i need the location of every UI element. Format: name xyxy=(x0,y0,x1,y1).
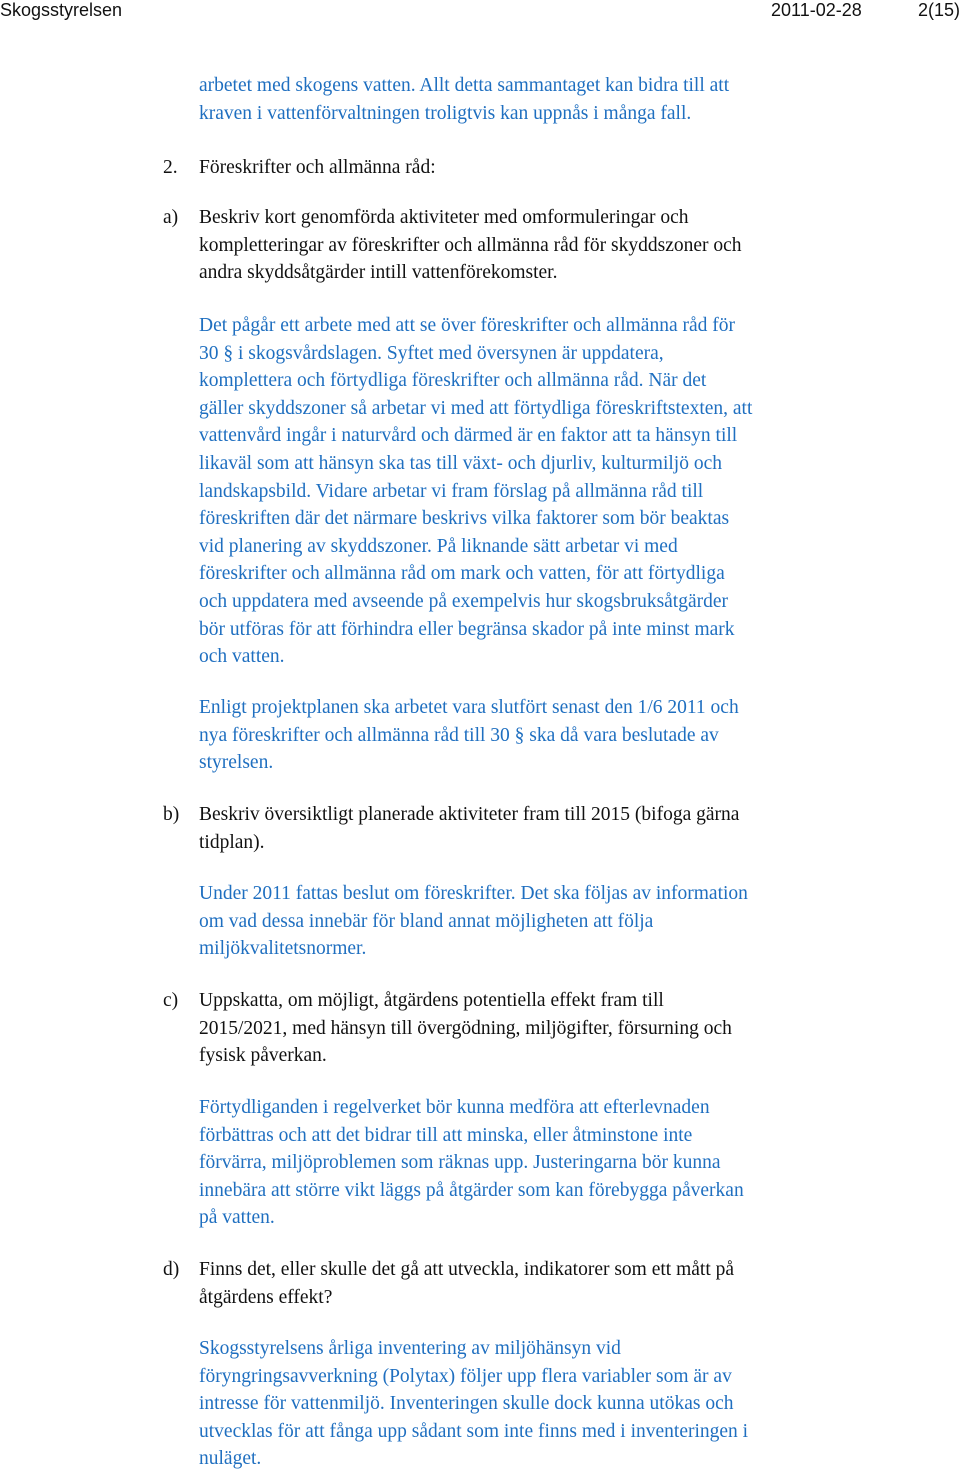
answer-line: bör utföras för att förhindra eller begränsa skador på inte minst mark xyxy=(199,618,735,640)
answer-line: på vatten. xyxy=(199,1207,275,1229)
answer-line: likaväl som att hänsyn ska tas till växt- och djurliv, kulturmiljö och xyxy=(199,453,722,474)
answer-line: Det pågår ett arbete med att se över föreskrifter och allmänna råd för xyxy=(199,315,735,336)
question-line: Beskriv översiktligt planerade aktiviteter fram till 2015 (bifoga gärna xyxy=(199,804,740,825)
header-page-number: 2(15) xyxy=(917,0,960,20)
intro-line: kraven i vattenförvaltningen troligtvis kan uppnås i många fall. xyxy=(199,102,692,124)
question-line: tidplan). xyxy=(199,831,265,853)
question-line: kompletteringar av föreskrifter och allmänna råd för skyddszoner och xyxy=(199,234,742,256)
question-line: Beskriv kort genomförda aktiviteter med omformuleringar och xyxy=(199,207,689,228)
answer-line: landskapsbild. Vidare arbetar vi fram förslag på allmänna råd till xyxy=(199,480,704,502)
answer-line: Skogsstyrelsens årliga inventering av miljöhänsyn vid xyxy=(199,1338,621,1359)
answer-line: gäller skyddszoner så arbetar vi med att förtydliga föreskriftstexten, att xyxy=(199,397,753,419)
question-marker: b) xyxy=(163,804,180,825)
answer-line: Under 2011 fattas beslut om föreskrifter. Det ska följas av information xyxy=(199,883,748,904)
question-line: åtgärdens effekt? xyxy=(199,1286,333,1308)
answer-line: komplettera och förtydliga föreskrifter och allmänna råd. När det xyxy=(199,370,707,392)
header-organization: Skogsstyrelsen xyxy=(0,0,123,20)
question-marker: a) xyxy=(163,207,179,228)
question-marker: d) xyxy=(163,1259,180,1280)
question-line: Finns det, eller skulle det gå att utveckla, indikatorer som ett mått på xyxy=(199,1259,735,1280)
section-number: 2. xyxy=(163,157,178,178)
question-line: andra skyddsåtgärder intill vattenförekomster. xyxy=(199,262,558,284)
answer-line: 30 § i skogsvårdslagen. Syftet med översynen är uppdatera, xyxy=(199,342,664,364)
answer-line: och vatten. xyxy=(199,646,285,668)
answer-line: innebära att större vikt läggs på åtgärder som kan förebygga påverkan xyxy=(199,1179,744,1201)
answer-line: föreskrifter och allmänna råd om mark och vatten, för att förtydliga xyxy=(199,563,725,585)
section-title: Föreskrifter och allmänna råd: xyxy=(199,157,436,178)
answer-line: vattenvård ingår i naturvård och därmed är en faktor att ta hänsyn till xyxy=(199,425,738,447)
answer-line: och uppdatera med avseende på exempelvis hur skogsbruksåtgärder xyxy=(199,591,729,612)
header-date: 2011-02-28 xyxy=(771,0,862,20)
question-line: fysisk påverkan. xyxy=(199,1045,327,1067)
question-line: 2015/2021, med hänsyn till övergödning, miljögifter, försurning och xyxy=(199,1017,732,1039)
answer-line: förvärra, miljöproblemen som räknas upp. Justeringarna bör kunna xyxy=(199,1152,721,1174)
question-line: Uppskatta, om möjligt, åtgärdens potentiella effekt fram till xyxy=(199,990,664,1011)
answer-line: nuläget. xyxy=(199,1448,262,1470)
question-marker: c) xyxy=(163,990,179,1011)
answer-line: intresse för vattenmiljö. Inventeringen skulle dock kunna utökas och xyxy=(199,1393,734,1415)
intro-line: arbetet med skogens vatten. Allt detta sammantaget kan bidra till att xyxy=(199,75,730,96)
answer-line: styrelsen. xyxy=(199,752,274,774)
answer-line: nya föreskrifter och allmänna råd till 30 § ska då vara beslutade av xyxy=(199,724,719,746)
answer-line: om vad dessa innebär för bland annat möjligheten att följa xyxy=(199,910,654,932)
answer-line: vid planering av skyddszoner. På liknande sätt arbetar vi med xyxy=(199,535,678,557)
answer-line: Förtydliganden i regelverket bör kunna medföra att efterlevnaden xyxy=(199,1097,710,1118)
page-header xyxy=(0,0,960,24)
answer-line: utvecklas för att fånga upp sådant som inte finns med i inventeringen i xyxy=(199,1420,749,1442)
answer-line: Enligt projektplanen ska arbetet vara slutfört senast den 1/6 2011 och xyxy=(199,697,739,718)
answer-line: miljökvalitetsnormer. xyxy=(199,938,367,960)
answer-line: föryngringsavverkning (Polytax) följer upp flera variabler som är av xyxy=(199,1365,732,1387)
answer-line: föreskriften där det närmare beskrivs vilka faktorer som bör beaktas xyxy=(199,508,730,530)
answer-line: förbättras och att det bidrar till att minska, eller åtminstone inte xyxy=(199,1124,693,1146)
